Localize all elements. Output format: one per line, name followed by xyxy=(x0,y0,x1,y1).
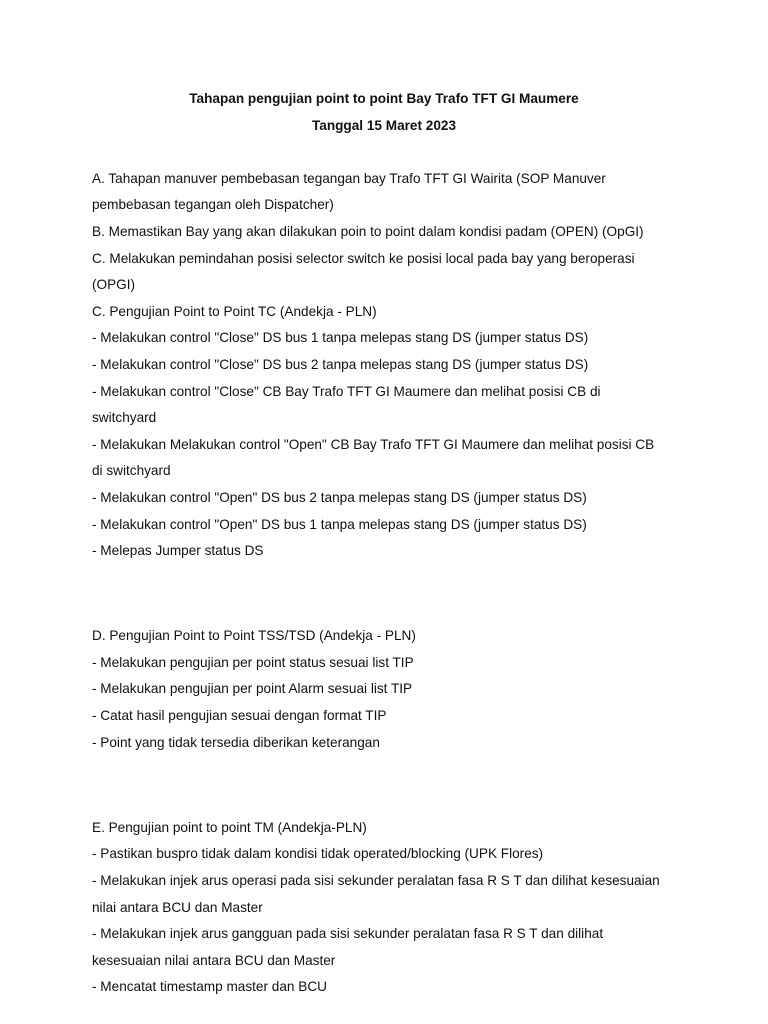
text-line: - Catat hasil pengujian sesuai dengan format TIP xyxy=(92,708,387,724)
text-line: A. Tahapan manuver pembebasan tegangan bay Trafo TFT GI Wairita (SOP Manuver xyxy=(92,170,606,186)
document-title: Tahapan pengujian point to point Bay Trafo TFT GI Maumere xyxy=(189,91,579,106)
blank-line xyxy=(92,772,676,799)
text-line: (OPGI) xyxy=(92,277,136,293)
text-line: - Melepas Jumper status DS xyxy=(92,543,264,559)
text-line: - Melakukan pengujian per point status sesuai list TIP xyxy=(92,654,414,670)
text-line: nilai antara BCU dan Master xyxy=(92,899,263,915)
text-line: - Melakukan control "Open" DS bus 2 tanpa melepas stang DS (jumper status DS) xyxy=(92,489,587,505)
text-line: switchyard xyxy=(92,410,157,426)
text-line: C. Pengujian Point to Point TC (Andekja - PLN) xyxy=(92,303,377,319)
document-body xyxy=(92,166,676,1001)
blank-line xyxy=(92,581,676,608)
text-line: - Melakukan Melakukan control "Open" CB Bay Trafo TFT GI Maumere dan melihat posisi CB xyxy=(92,436,655,452)
spacer xyxy=(92,139,676,166)
text-line: D. Pengujian Point to Point TSS/TSD (Andekja - PLN) xyxy=(92,628,416,644)
text-line: - Melakukan pengujian per point Alarm sesuai list TIP xyxy=(92,681,413,697)
text-line: - Point yang tidak tersedia diberikan keterangan xyxy=(92,734,380,750)
text-line: - Melakukan injek arus operasi pada sisi sekunder peralatan fasa R S T dan dilihat kesesuaian xyxy=(92,873,660,889)
text-line: - Melakukan control "Close" DS bus 2 tanpa melepas stang DS (jumper status DS) xyxy=(92,356,589,372)
text-line: - Pastikan buspro tidak dalam kondisi tidak operated/blocking (UPK Flores) xyxy=(92,846,544,862)
text-line: - Melakukan control "Open" DS bus 1 tanpa melepas stang DS (jumper status DS) xyxy=(92,516,587,532)
text-line: kesesuaian nilai antara BCU dan Master xyxy=(92,952,336,968)
document-date: Tanggal 15 Maret 2023 xyxy=(311,117,457,133)
text-line: E. Pengujian point to point TM (Andekja-PLN) xyxy=(92,819,367,835)
text-line: pembebasan tegangan oleh Dispatcher) xyxy=(92,197,334,213)
text-line: di switchyard xyxy=(92,463,171,479)
text-line: C. Melakukan pemindahan posisi selector switch ke posisi local pada bay yang beroperasi xyxy=(92,250,635,266)
text-line: - Mencatat timestamp master dan BCU xyxy=(92,979,327,995)
text-line: - Melakukan control "Close" CB Bay Trafo TFT GI Maumere dan melihat posisi CB di xyxy=(92,383,601,399)
text-line: - Melakukan control "Close" DS bus 1 tanpa melepas stang DS (jumper status DS) xyxy=(92,330,589,346)
text-line: - Melakukan injek arus gangguan pada sisi sekunder peralatan fasa R S T dan dilihat xyxy=(92,926,604,942)
text-line: B. Memastikan Bay yang akan dilakukan poin to point dalam kondisi padam (OPEN) (OpGI) xyxy=(92,223,644,239)
